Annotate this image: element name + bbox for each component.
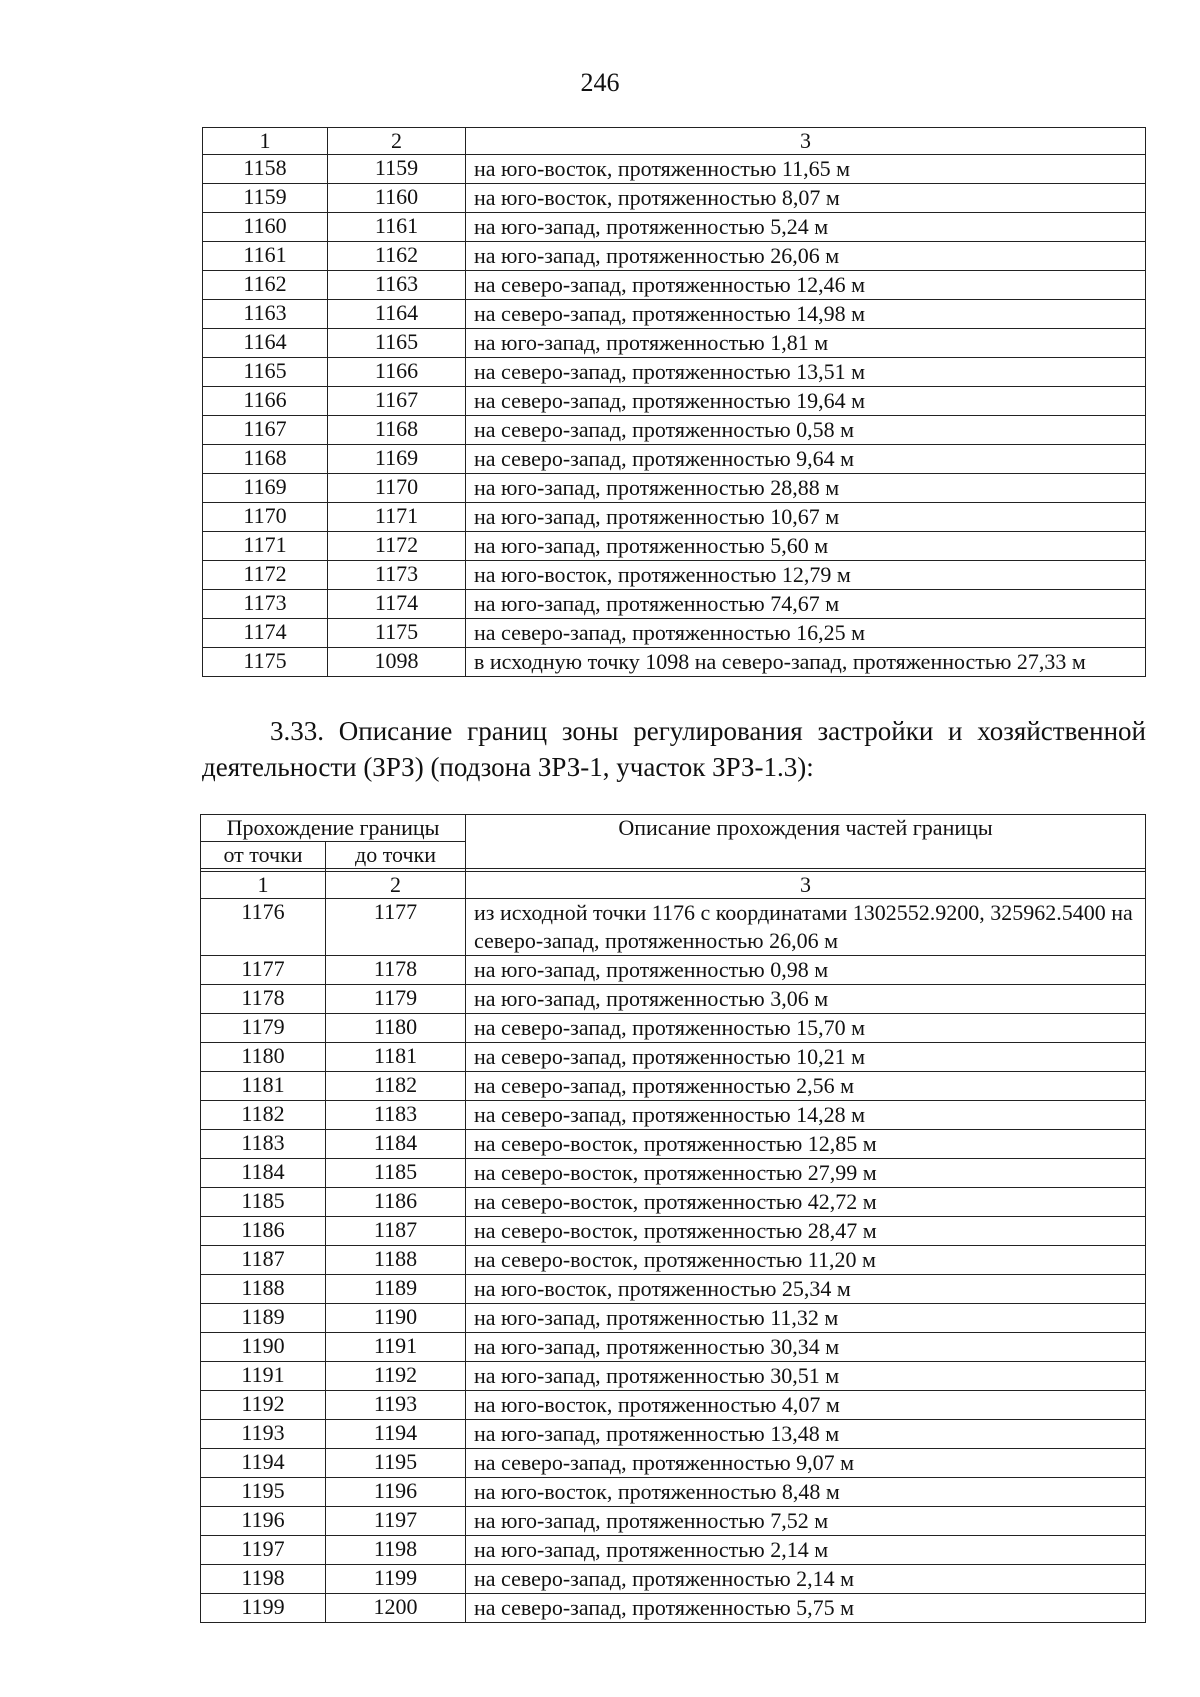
from-point-cell: 1171: [203, 532, 328, 561]
column-number: 3: [466, 872, 1146, 899]
boundary-table-continued: [202, 127, 1146, 677]
to-point-cell: 1192: [326, 1362, 466, 1391]
to-point-cell: 1175: [328, 619, 466, 648]
description-cell: из исходной точки 1176 с координатами 1302552.9200, 325962.5400 на северо-запад, протяженностью 26,06 м: [466, 899, 1146, 956]
description-cell: на юго-запад, протяженностью 74,67 м: [466, 590, 1146, 619]
from-point-cell: 1178: [201, 985, 326, 1014]
from-point-cell: 1161: [203, 242, 328, 271]
from-point-cell: 1169: [203, 474, 328, 503]
table-row: [201, 1565, 1146, 1594]
table-row: [201, 1275, 1146, 1304]
to-point-cell: 1180: [326, 1014, 466, 1043]
description-cell: на юго-запад, протяженностью 5,60 м: [466, 532, 1146, 561]
from-point-cell: 1160: [203, 213, 328, 242]
from-point-cell: 1180: [201, 1043, 326, 1072]
from-point-cell: 1159: [203, 184, 328, 213]
description-cell: на северо-запад, протяженностью 14,98 м: [466, 300, 1146, 329]
description-cell: на северо-восток, протяженностью 11,20 м: [466, 1246, 1146, 1275]
to-point-cell: 1185: [326, 1159, 466, 1188]
table-column-numbers: [201, 872, 1146, 899]
table-row: [201, 1333, 1146, 1362]
to-point-cell: 1195: [326, 1449, 466, 1478]
from-point-cell: 1165: [203, 358, 328, 387]
description-cell: на юго-восток, протяженностью 11,65 м: [466, 155, 1146, 184]
to-point-cell: 1162: [328, 242, 466, 271]
description-cell: на юго-запад, протяженностью 30,51 м: [466, 1362, 1146, 1391]
to-point-cell: 1098: [328, 648, 466, 677]
column-number: 1: [201, 872, 326, 899]
from-point-cell: 1191: [201, 1362, 326, 1391]
description-cell: на юго-запад, протяженностью 26,06 м: [466, 242, 1146, 271]
from-point-cell: 1183: [201, 1130, 326, 1159]
description-cell: на северо-восток, протяженностью 27,99 м: [466, 1159, 1146, 1188]
from-point-cell: 1188: [201, 1275, 326, 1304]
table-row: [203, 300, 1146, 329]
description-cell: на юго-запад, протяженностью 30,34 м: [466, 1333, 1146, 1362]
description-cell: на северо-восток, протяженностью 12,85 м: [466, 1130, 1146, 1159]
to-point-cell: 1184: [326, 1130, 466, 1159]
to-point-cell: 1189: [326, 1275, 466, 1304]
table-row: [201, 956, 1146, 985]
description-cell: на северо-запад, протяженностью 9,64 м: [466, 445, 1146, 474]
column-number: 1: [203, 128, 328, 155]
to-point-cell: 1196: [326, 1478, 466, 1507]
table-row: [201, 1246, 1146, 1275]
table-row: [201, 1304, 1146, 1333]
description-cell: на северо-запад, протяженностью 12,46 м: [466, 271, 1146, 300]
table-row: [201, 1536, 1146, 1565]
from-point-cell: 1199: [201, 1594, 326, 1623]
table-row: [203, 503, 1146, 532]
to-point-cell: 1194: [326, 1420, 466, 1449]
description-cell: на юго-запад, протяженностью 3,06 м: [466, 985, 1146, 1014]
to-point-cell: 1190: [326, 1304, 466, 1333]
description-cell: на северо-запад, протяженностью 10,21 м: [466, 1043, 1146, 1072]
table-row: [201, 1362, 1146, 1391]
boundary-table: [200, 814, 1146, 1623]
table-header-row: [201, 815, 1146, 842]
table-row: [203, 213, 1146, 242]
from-point-cell: 1189: [201, 1304, 326, 1333]
description-cell: на северо-восток, протяженностью 28,47 м: [466, 1217, 1146, 1246]
from-point-cell: 1164: [203, 329, 328, 358]
to-point-cell: 1169: [328, 445, 466, 474]
description-cell: на юго-восток, протяженностью 25,34 м: [466, 1275, 1146, 1304]
from-point-cell: 1198: [201, 1565, 326, 1594]
table-row: [201, 1014, 1146, 1043]
description-cell: на северо-запад, протяженностью 5,75 м: [466, 1594, 1146, 1623]
from-point-cell: 1181: [201, 1072, 326, 1101]
table-row: [201, 1072, 1146, 1101]
to-point-cell: 1177: [326, 899, 466, 956]
table-row: [203, 242, 1146, 271]
column-number: 2: [326, 872, 466, 899]
table-row: [201, 1594, 1146, 1623]
to-point-cell: 1191: [326, 1333, 466, 1362]
from-point-cell: 1170: [203, 503, 328, 532]
to-point-cell: 1197: [326, 1507, 466, 1536]
description-cell: на северо-запад, протяженностью 15,70 м: [466, 1014, 1146, 1043]
column-number: 3: [466, 128, 1146, 155]
description-cell: на юго-запад, протяженностью 0,98 м: [466, 956, 1146, 985]
description-cell: на юго-восток, протяженностью 8,07 м: [466, 184, 1146, 213]
to-point-cell: 1179: [326, 985, 466, 1014]
to-point-cell: 1193: [326, 1391, 466, 1420]
table-row: [201, 1449, 1146, 1478]
from-point-cell: 1193: [201, 1420, 326, 1449]
from-point-cell: 1174: [203, 619, 328, 648]
section-heading: 3.33. Описание границ зоны регулирования застройки и хозяйственной деятельности (ЗРЗ) (подзона ЗРЗ-1, участок ЗРЗ-1.3):: [202, 716, 1146, 782]
from-point-cell: 1172: [203, 561, 328, 590]
table-row: [201, 1101, 1146, 1130]
table-row: [203, 648, 1146, 677]
header-boundary-passage: Прохождение границы: [201, 815, 466, 842]
to-point-cell: 1199: [326, 1565, 466, 1594]
description-cell: в исходную точку 1098 на северо-запад, протяженностью 27,33 м: [466, 648, 1146, 677]
description-cell: на юго-восток, протяженностью 8,48 м: [466, 1478, 1146, 1507]
to-point-cell: 1161: [328, 213, 466, 242]
page-number: 246: [580, 68, 620, 97]
table-row: [203, 184, 1146, 213]
table-row: [201, 1478, 1146, 1507]
description-cell: на северо-запад, протяженностью 2,56 м: [466, 1072, 1146, 1101]
description-cell: на северо-запад, протяженностью 9,07 м: [466, 1449, 1146, 1478]
table-row: [201, 899, 1146, 956]
from-point-cell: 1168: [203, 445, 328, 474]
from-point-cell: 1186: [201, 1217, 326, 1246]
table-row: [203, 532, 1146, 561]
to-point-cell: 1198: [326, 1536, 466, 1565]
to-point-cell: 1164: [328, 300, 466, 329]
from-point-cell: 1190: [201, 1333, 326, 1362]
table-row: [201, 1159, 1146, 1188]
table-row: [201, 1391, 1146, 1420]
to-point-cell: 1170: [328, 474, 466, 503]
table-row: [203, 474, 1146, 503]
table-row: [203, 590, 1146, 619]
description-cell: на северо-запад, протяженностью 16,25 м: [466, 619, 1146, 648]
to-point-cell: 1165: [328, 329, 466, 358]
description-cell: на северо-запад, протяженностью 0,58 м: [466, 416, 1146, 445]
to-point-cell: 1159: [328, 155, 466, 184]
description-cell: на юго-запад, протяженностью 10,67 м: [466, 503, 1146, 532]
to-point-cell: 1181: [326, 1043, 466, 1072]
table-row: [203, 561, 1146, 590]
description-cell: на юго-восток, протяженностью 4,07 м: [466, 1391, 1146, 1420]
from-point-cell: 1176: [201, 899, 326, 956]
table-row: [203, 155, 1146, 184]
from-point-cell: 1177: [201, 956, 326, 985]
table-row: [203, 329, 1146, 358]
from-point-cell: 1195: [201, 1478, 326, 1507]
description-cell: на северо-запад, протяженностью 14,28 м: [466, 1101, 1146, 1130]
table-row: [203, 416, 1146, 445]
from-point-cell: 1185: [201, 1188, 326, 1217]
from-point-cell: 1194: [201, 1449, 326, 1478]
description-cell: на северо-запад, протяженностью 19,64 м: [466, 387, 1146, 416]
from-point-cell: 1182: [201, 1101, 326, 1130]
description-cell: на юго-запад, протяженностью 13,48 м: [466, 1420, 1146, 1449]
to-point-cell: 1172: [328, 532, 466, 561]
table-body: [201, 899, 1146, 1623]
table-row: [203, 387, 1146, 416]
table-row: [201, 1217, 1146, 1246]
from-point-cell: 1175: [203, 648, 328, 677]
to-point-cell: 1173: [328, 561, 466, 590]
table-row: [203, 358, 1146, 387]
table-row: [201, 1043, 1146, 1072]
to-point-cell: 1187: [326, 1217, 466, 1246]
from-point-cell: 1166: [203, 387, 328, 416]
table-column-numbers: [203, 128, 1146, 155]
to-point-cell: 1160: [328, 184, 466, 213]
description-cell: на северо-запад, протяженностью 2,14 м: [466, 1565, 1146, 1594]
table-row: [201, 1420, 1146, 1449]
from-point-cell: 1187: [201, 1246, 326, 1275]
header-description: Описание прохождения частей границы: [466, 815, 1146, 869]
description-cell: на юго-запад, протяженностью 1,81 м: [466, 329, 1146, 358]
from-point-cell: 1197: [201, 1536, 326, 1565]
column-number: 2: [328, 128, 466, 155]
table-row: [201, 1188, 1146, 1217]
to-point-cell: 1188: [326, 1246, 466, 1275]
from-point-cell: 1179: [201, 1014, 326, 1043]
to-point-cell: 1183: [326, 1101, 466, 1130]
from-point-cell: 1192: [201, 1391, 326, 1420]
from-point-cell: 1196: [201, 1507, 326, 1536]
header-to-point: до точки: [326, 842, 466, 869]
description-cell: на юго-запад, протяженностью 7,52 м: [466, 1507, 1146, 1536]
description-cell: на северо-запад, протяженностью 13,51 м: [466, 358, 1146, 387]
table-body: [203, 155, 1146, 677]
table-row: [201, 985, 1146, 1014]
description-cell: на юго-запад, протяженностью 5,24 м: [466, 213, 1146, 242]
to-point-cell: 1168: [328, 416, 466, 445]
to-point-cell: 1200: [326, 1594, 466, 1623]
to-point-cell: 1171: [328, 503, 466, 532]
table-row: [201, 1507, 1146, 1536]
to-point-cell: 1178: [326, 956, 466, 985]
description-cell: на северо-восток, протяженностью 42,72 м: [466, 1188, 1146, 1217]
header-from-point: от точки: [201, 842, 326, 869]
from-point-cell: 1163: [203, 300, 328, 329]
description-cell: на юго-восток, протяженностью 12,79 м: [466, 561, 1146, 590]
to-point-cell: 1182: [326, 1072, 466, 1101]
from-point-cell: 1162: [203, 271, 328, 300]
to-point-cell: 1174: [328, 590, 466, 619]
table-row: [201, 1130, 1146, 1159]
to-point-cell: 1167: [328, 387, 466, 416]
description-cell: на юго-запад, протяженностью 28,88 м: [466, 474, 1146, 503]
table-row: [203, 271, 1146, 300]
table-row: [203, 445, 1146, 474]
from-point-cell: 1167: [203, 416, 328, 445]
to-point-cell: 1166: [328, 358, 466, 387]
description-cell: на юго-запад, протяженностью 11,32 м: [466, 1304, 1146, 1333]
to-point-cell: 1186: [326, 1188, 466, 1217]
from-point-cell: 1173: [203, 590, 328, 619]
to-point-cell: 1163: [328, 271, 466, 300]
from-point-cell: 1184: [201, 1159, 326, 1188]
from-point-cell: 1158: [203, 155, 328, 184]
table-row: [203, 619, 1146, 648]
description-cell: на юго-запад, протяженностью 2,14 м: [466, 1536, 1146, 1565]
